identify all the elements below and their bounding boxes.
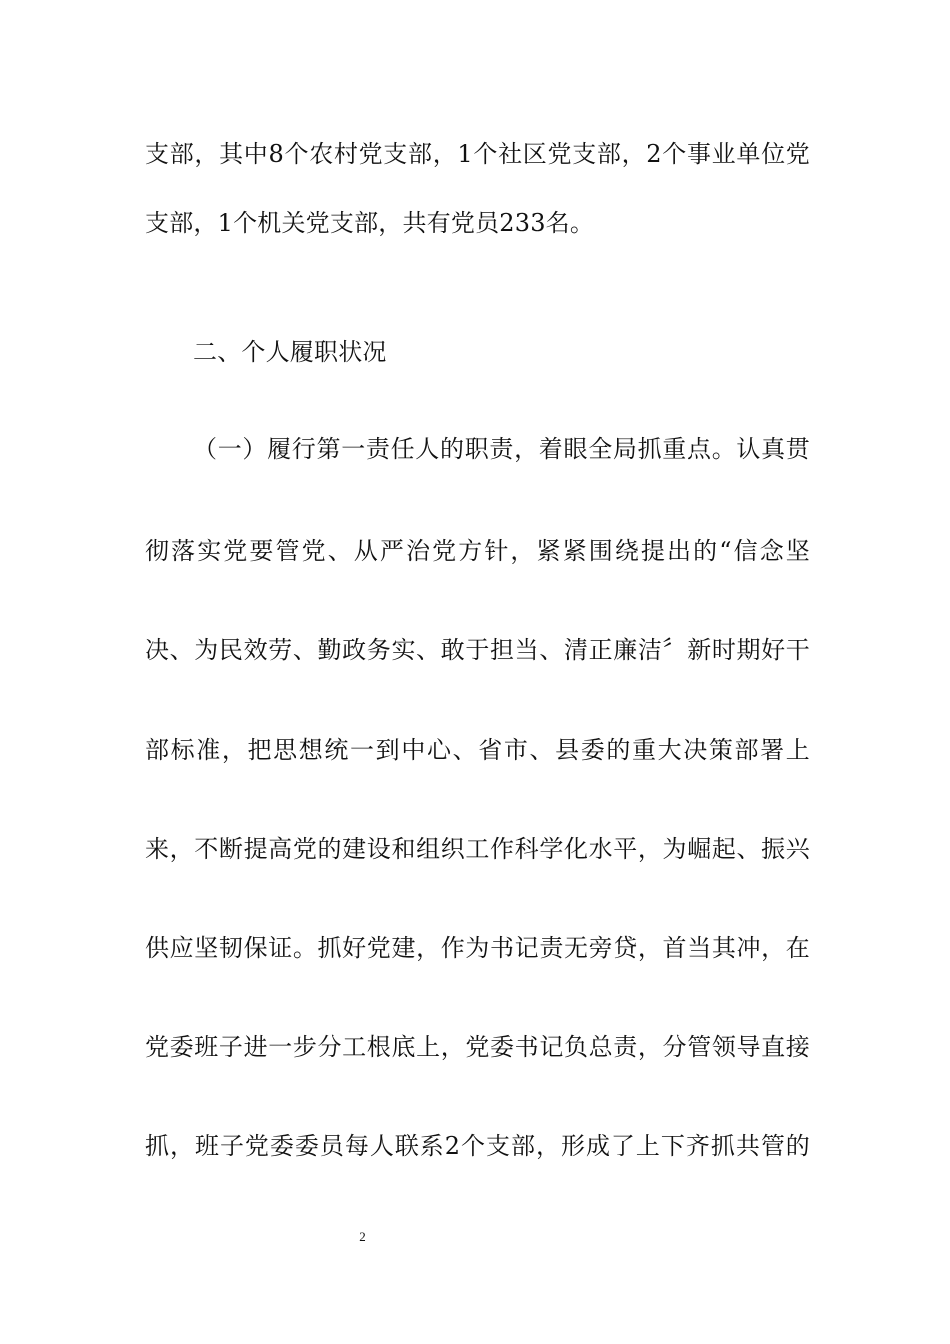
body-text-line: 部标准，把思想统一到中心、省市、县委的重大决策部署上 bbox=[145, 736, 810, 764]
body-text-line: 抓，班子党委委员每人联系2个支部，形成了上下齐抓共管的 bbox=[145, 1132, 810, 1160]
body-text-line: 来，不断提高党的建设和组织工作科学化水平，为崛起、振兴 bbox=[145, 835, 810, 863]
body-text-line: 支部，1个机关党支部，共有党员233名。 bbox=[145, 209, 595, 237]
body-text-line: 彻落实党要管党、从严治党方针，紧紧围绕提出的“信念坚 bbox=[145, 537, 810, 565]
subsection-heading-paragraph-line: （一）履行第一责任人的职责，着眼全局抓重点。认真贯 bbox=[193, 435, 810, 463]
page-number: 2 bbox=[359, 1229, 366, 1244]
section-heading: 二、个人履职状况 bbox=[193, 338, 387, 366]
body-text-line: 决、为民效劳、勤政务实、敢于担当、清正廉洁〞新时期好干 bbox=[145, 636, 810, 664]
body-text-line: 供应坚韧保证。抓好党建，作为书记责无旁贷，首当其冲，在 bbox=[145, 934, 810, 962]
body-text-line: 支部，其中8个农村党支部，1个社区党支部，2个事业单位党 bbox=[145, 140, 810, 168]
body-text-line: 党委班子进一步分工根底上，党委书记负总责，分管领导直接 bbox=[145, 1033, 810, 1061]
